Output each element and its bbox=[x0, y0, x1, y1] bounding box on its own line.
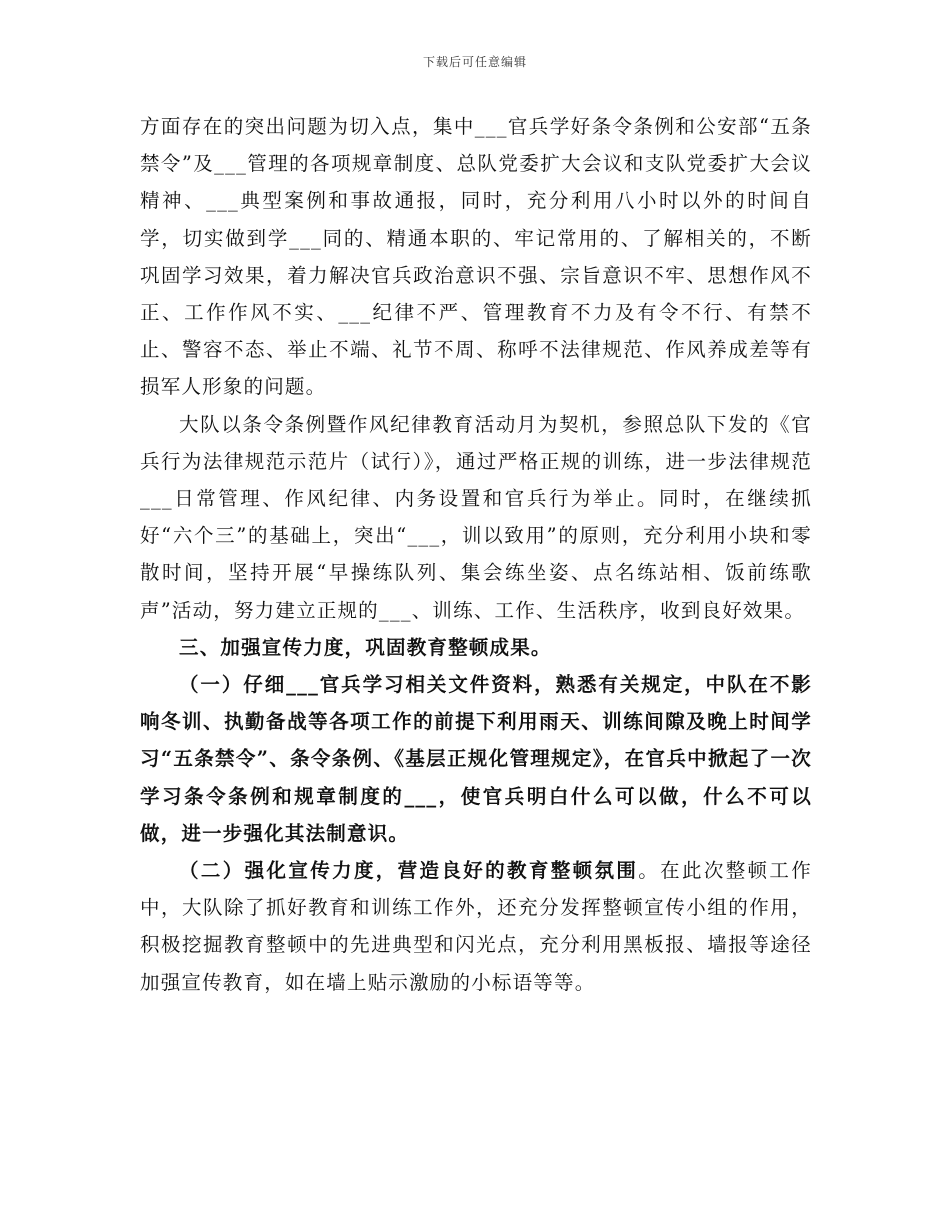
paragraph-4-lead: （二）强化宣传力度，营造良好的教育整顿氛围 bbox=[179, 859, 639, 883]
paragraph-1: 方面存在的突出问题为切入点，集中___官兵学好条令条例和公安部“五条禁令”及___管理的各项规章制度、总队党委扩大会议和支队党委扩大会议精神、___典型案例和事故通报，同时，充分利用八小时以外的时间自学，切实做到学___同的、精通本职的、牢记常用的、了解相关的，不断巩固学习效果，着力解决官兵政治意识不强、宗旨意识不牢、思想作风不正、工作作风不实、___纪律不严、管理教育不力及有令不行、有禁不止、警容不态、举止不端、礼节不周、称呼不法律规范、作风养成差等有损军人形象的问题。 bbox=[140, 115, 812, 399]
paragraph-4-rest: 。在此次整顿工作中，大队除了抓好教育和训练工作外，还充分发挥整顿宣传小组的作用，积极挖掘教育整顿中的先进典型和闪光点，充分利用黑板报、墙报等途径加强宣传教育，如在墙上贴示激励的小标语等等。 bbox=[140, 859, 812, 994]
paragraph-3: （一）仔细___官兵学习相关文件资料，熟悉有关规定，中队在不影响冬训、执勤备战等各项工作的前提下利用雨天、训练间隙及晚上时间学习“五条禁令”、条令条例、《基层正规化管理规定》，在官兵中掀起了一次学习条令条例和规章制度的___，使官兵明白什么可以做，什么不可以做，进一步强化其法制意识。 bbox=[140, 673, 812, 845]
paragraph-2: 大队以条令条例暨作风纪律教育活动月为契机，参照总队下发的《官兵行为法律规范示范片（试行）》，通过严格正规的训练，进一步法律规范___日常管理、作风纪律、内务设置和官兵行为举止。同时，在继续抓好“六个三”的基础上，突出“___，训以致用”的原则，充分利用小块和零散时间，坚持开展“早操练队列、集会练坐姿、点名练站相、饭前练歌声”活动，努力建立正规的___、训练、工作、生活秩序，收到良好效果。 bbox=[140, 412, 812, 622]
page-header: 下载后可任意编辑 bbox=[422, 55, 527, 69]
paragraph-4 bbox=[140, 852, 812, 1001]
section-heading-3: 三、加强宣传力度，巩固教育整顿成果。 bbox=[179, 635, 552, 659]
document-body bbox=[140, 108, 812, 1001]
